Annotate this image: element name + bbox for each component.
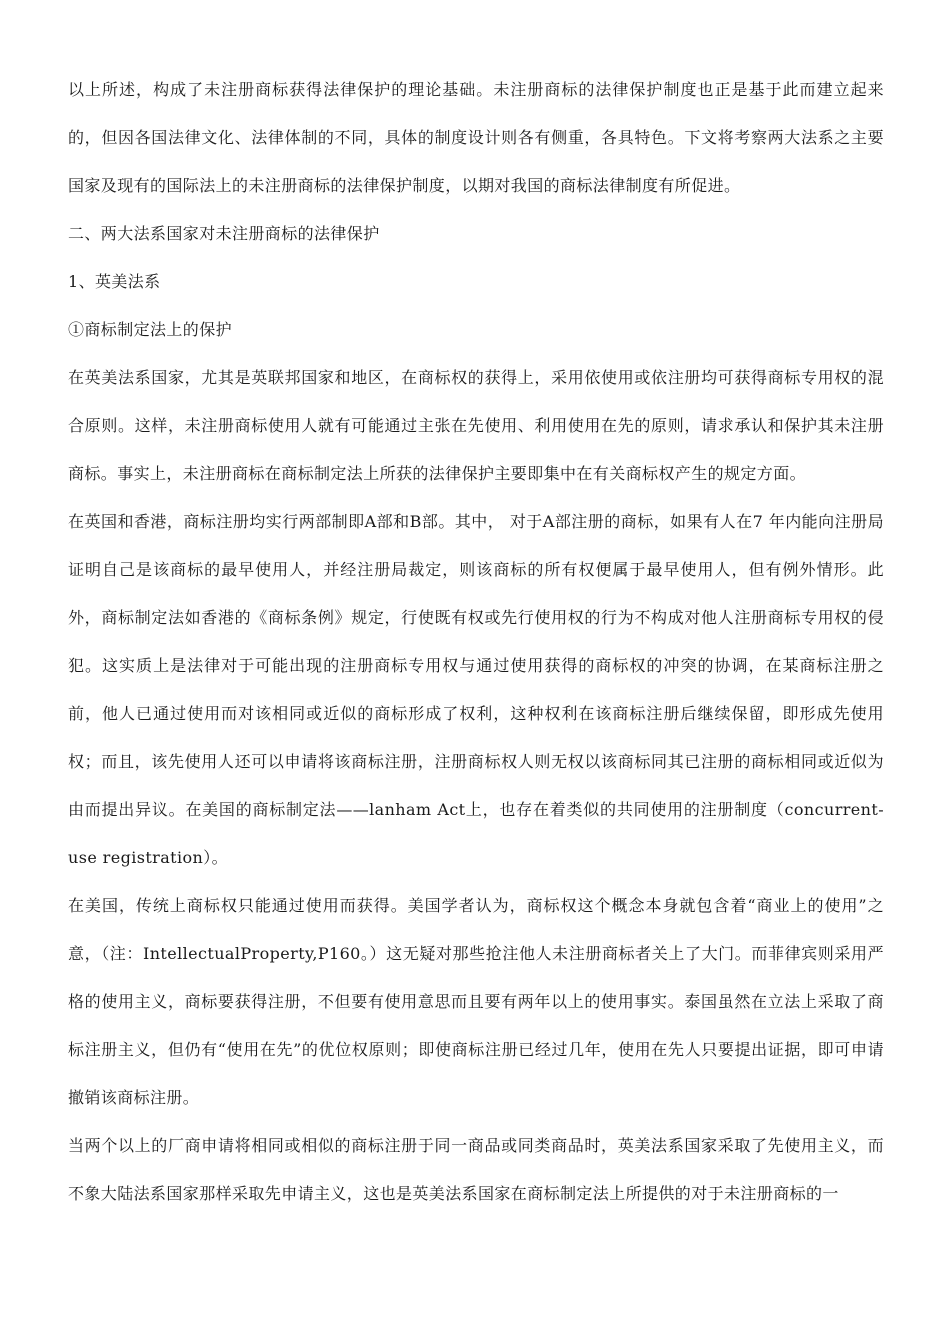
paragraph-uk-hongkong: 在英国和香港，商标注册均实行两部制即A部和B部。其中， 对于A部注册的商标，如果有人在7 年内能向注册局证明自己是该商标的最早使用人，并经注册局裁定，则该商标的所有权便属于最早使用人，但有例外情形。此外，商标制定法如香港的《商标条例》规定，行使既有权或先行使用权的行为不构成对他人注册商标专用权的侵犯。这实质上是法律对于可能出现的注册商标专用权与通过使用获得的商标权的冲突的协调，在某商标注册之前，他人已通过使用而对该相同或近似的商标形成了权利，这种权利在该商标注册后继续保留，即形成先使用权；而且，该先使用人还可以申请将该商标注册，注册商标权人则无权以该商标同其已注册的商标相同或近似为由而提出异议。在美国的商标制定法——lanham Act上，也存在着类似的共同使用的注册制度（concurrent-use registration）。	[68, 512, 884, 867]
paragraph-common-law-principle: 在英美法系国家，尤其是英联邦国家和地区，在商标权的获得上，采用依使用或依注册均可获得商标专用权的混合原则。这样，未注册商标使用人就有可能通过主张在先使用、利用使用在先的原则，请求承认和保护其未注册商标。事实上，未注册商标在商标制定法上所获的法律保护主要即集中在有关商标权产生的规定方面。	[68, 368, 884, 483]
paragraph-intro-theory: 以上所述，构成了未注册商标获得法律保护的理论基础。未注册商标的法律保护制度也正是基于此而建立起来的，但因各国法律文化、法律体制的不同，具体的制度设计则各有侧重，各具特色。下文将考察两大法系之主要国家及现有的国际法上的未注册商标的法律保护制度，以期对我国的商标法律制度有所促进。	[68, 80, 884, 195]
paragraph-first-use: 当两个以上的厂商申请将相同或相似的商标注册于同一商品或同类商品时，英美法系国家采取了先使用主义，而不象大陆法系国家那样采取先申请主义，这也是英美法系国家在商标制定法上所提供的对于未注册商标的一	[68, 1136, 884, 1203]
paragraph-usa: 在美国，传统上商标权只能通过使用而获得。美国学者认为，商标权这个概念本身就包含着“商业上的使用”之意，（注：IntellectualProperty,P160。）这无疑对那些抢注他人未注册商标者关上了大门。而菲律宾则采用严格的使用主义，商标要获得注册，不但要有使用意思而且要有两年以上的使用事实。泰国虽然在立法上采取了商标注册主义，但仍有“使用在先”的优位权原则；即使商标注册已经过几年，使用在先人只要提出证据，即可申请撤销该商标注册。	[68, 896, 884, 1107]
subsection-heading: 1、英美法系	[68, 272, 161, 291]
document-body	[68, 66, 884, 1218]
section-heading: 二、两大法系国家对未注册商标的法律保护	[68, 224, 380, 243]
subsubsection-heading: ①商标制定法上的保护	[68, 320, 233, 339]
